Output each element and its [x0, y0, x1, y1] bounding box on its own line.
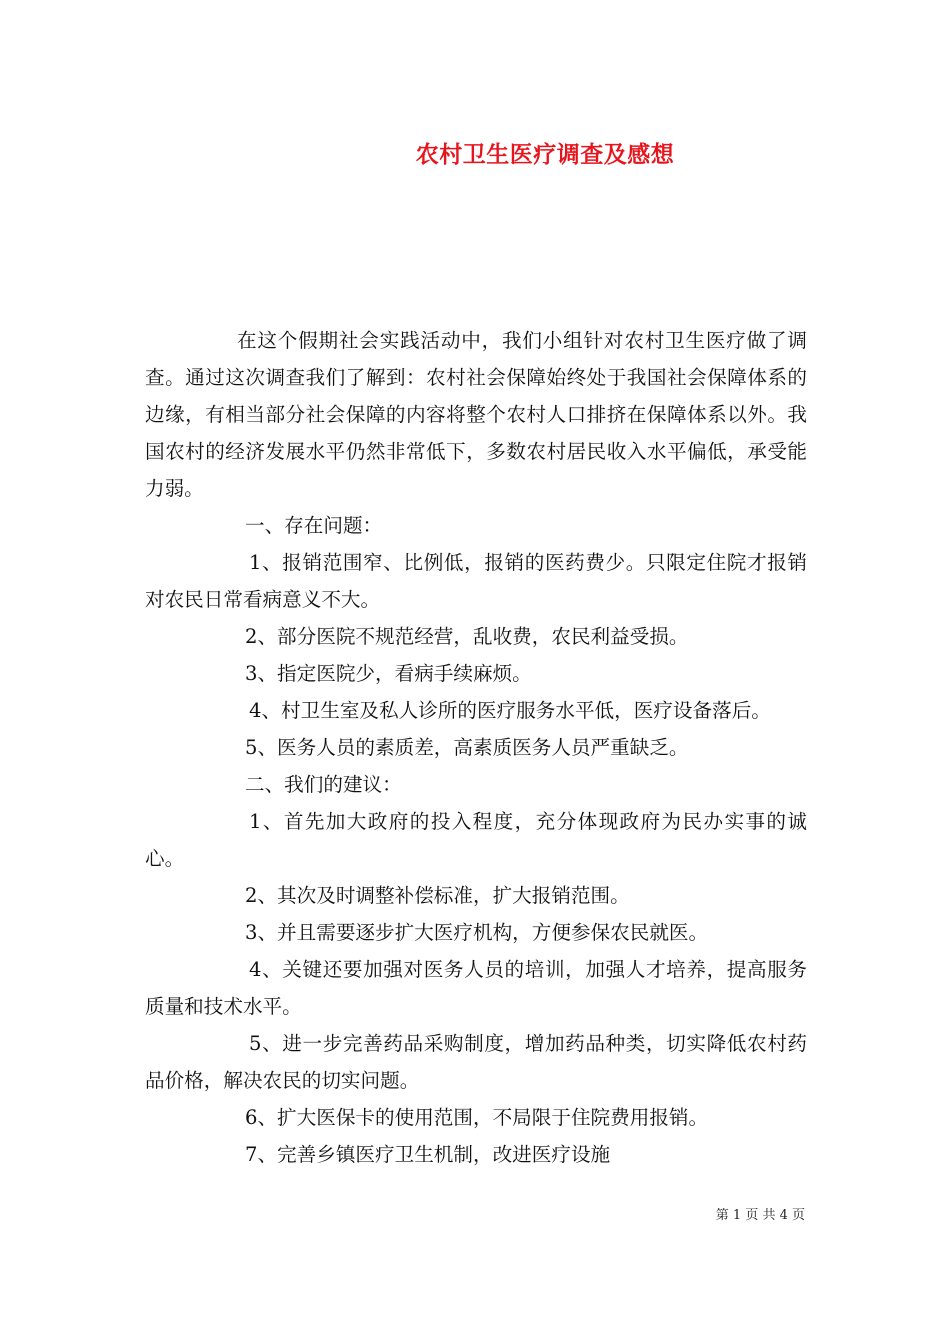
- suggestion-item-4: 4、关键还要加强对医务人员的培训，加强人才培养，提高服务质量和技术水平。: [145, 958, 807, 1018]
- problem-item-4: 4、村卫生室及私人诊所的医疗服务水平低，医疗设备落后。: [249, 699, 771, 722]
- page-footer: 第 1 页 共 4 页: [715, 1208, 805, 1223]
- document-body: [145, 322, 807, 1173]
- problem-item-2: 2、部分医院不规范经营，乱收费，农民利益受损。: [245, 625, 689, 648]
- document-title: 农村卫生医疗调查及感想: [415, 141, 675, 168]
- problem-item-1: 1、报销范围窄、比例低，报销的医药费少。只限定住院才报销对农民日常看病意义不大。: [145, 551, 807, 611]
- problem-item-5: 5、医务人员的素质差，高素质医务人员严重缺乏。: [245, 736, 689, 759]
- suggestion-item-3: 3、并且需要逐步扩大医疗机构，方便参保农民就医。: [245, 921, 709, 944]
- intro-paragraph: 在这个假期社会实践活动中，我们小组针对农村卫生医疗做了调查。通过这次调查我们了解到：农村社会保障始终处于我国社会保障体系的边缘，有相当部分社会保障的内容将整个农村人口排挤在保障体系以外。我国农村的经济发展水平仍然非常低下，多数农村居民收入水平偏低，承受能力弱。: [145, 329, 807, 500]
- section-heading-problems: 一、存在问题：: [245, 514, 383, 537]
- suggestion-item-6: 6、扩大医保卡的使用范围，不局限于住院费用报销。: [245, 1106, 709, 1129]
- section-heading-suggestions: 二、我们的建议：: [245, 773, 402, 796]
- suggestion-item-5: 5、进一步完善药品采购制度，增加药品种类，切实降低农村药品价格，解决农民的切实问题。: [145, 1032, 807, 1092]
- problem-item-3: 3、指定医院少，看病手续麻烦。: [245, 662, 532, 685]
- suggestion-item-2: 2、其次及时调整补偿标准，扩大报销范围。: [245, 884, 630, 907]
- suggestion-item-1: 1、首先加大政府的投入程度，充分体现政府为民办实事的诚心。: [145, 810, 807, 870]
- suggestion-item-7: 7、完善乡镇医疗卫生机制，改进医疗设施: [245, 1143, 611, 1166]
